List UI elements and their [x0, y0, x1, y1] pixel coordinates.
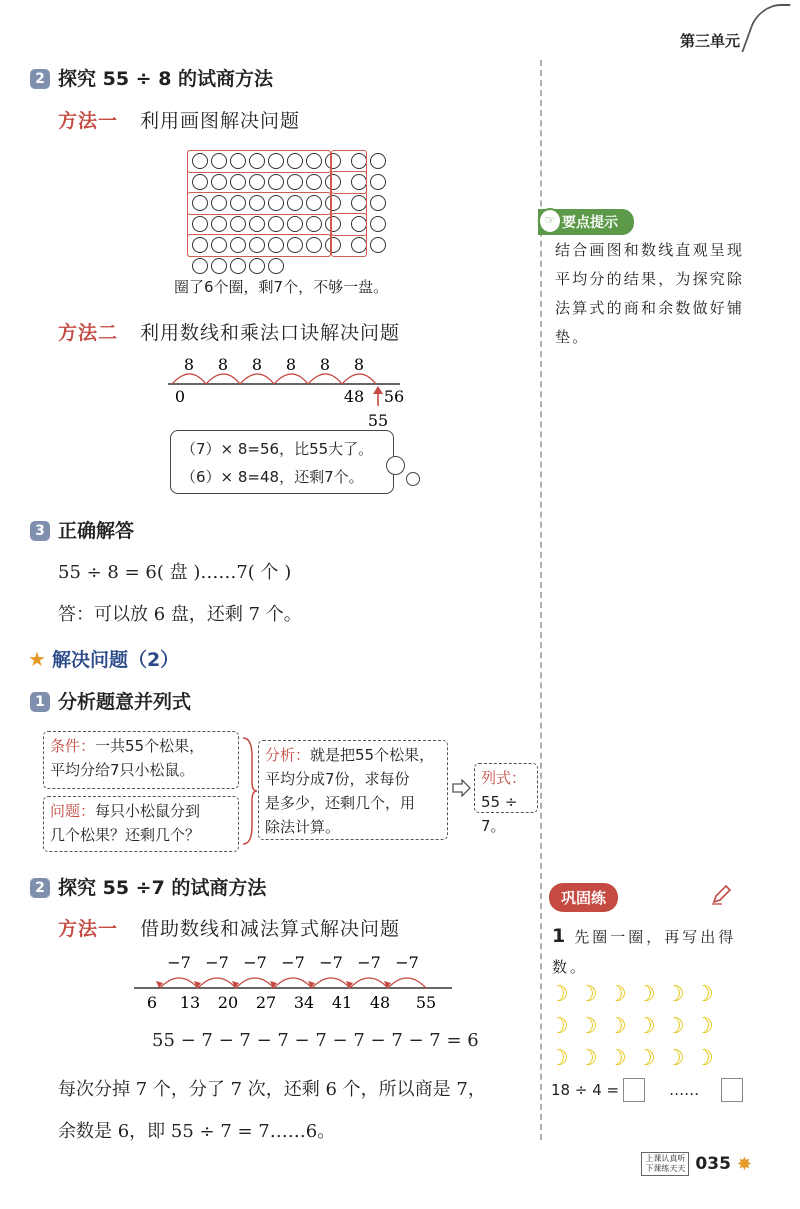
- bubble-dot: [386, 456, 405, 475]
- section-title: 正确解答: [58, 520, 135, 542]
- method-description: 利用数线和乘法口诀解决问题: [140, 322, 401, 344]
- arrow-head: [373, 386, 383, 394]
- banana-icon: ☽: [694, 1014, 714, 1039]
- bubble-line: （7）× 8=56，比55大了。: [181, 440, 374, 458]
- tip-text: 结合画图和数线直观呈现平均分的结果，为探究除法算式的商和余数做好铺垫。: [555, 241, 745, 346]
- exercise-text: 先圈一圈，再写出得数。: [552, 928, 737, 976]
- formula-box: [474, 763, 538, 835]
- banana-icon: ☽: [665, 1046, 685, 1071]
- jump-arc: [236, 978, 274, 988]
- formula-text: 55 ÷ 7。: [481, 793, 518, 835]
- tick-label: 41: [331, 993, 353, 1012]
- banana-icon: ☽: [549, 1014, 569, 1039]
- arc-label: 8: [285, 355, 297, 374]
- tick-label: 34: [293, 993, 315, 1012]
- banana-icon: ☽: [665, 1014, 685, 1039]
- arc-label: 8: [251, 355, 263, 374]
- banana-icon: ☽: [694, 1046, 714, 1071]
- circle-row: [192, 255, 386, 276]
- circle: [211, 258, 227, 274]
- arc-label: 8: [319, 355, 331, 374]
- method-label: 方法一: [58, 918, 119, 940]
- reasoning-bubble: [170, 430, 394, 494]
- arc-label: 8: [217, 355, 229, 374]
- exercise-answer-line: [551, 1078, 743, 1102]
- banana-icon: ☽: [665, 982, 685, 1007]
- analysis-text: 除法计算。: [265, 818, 341, 836]
- section-number-badge: 2: [30, 878, 50, 898]
- number-line-subtraction: [130, 948, 460, 1014]
- arc-label: −7: [357, 953, 381, 972]
- arc-label: −7: [205, 953, 229, 972]
- footer-slogan-line: 下课练天天: [645, 1164, 686, 1173]
- arrow-label: 55: [367, 411, 389, 430]
- brace: [240, 736, 258, 846]
- hand-icon: ☞: [538, 208, 562, 234]
- method-label: 方法二: [58, 322, 119, 344]
- banana-icon: ☽: [694, 982, 714, 1007]
- section-heading-explore-55-div-8: [30, 64, 273, 91]
- jump-arc: [388, 978, 426, 988]
- banana-icon: ☽: [578, 1014, 598, 1039]
- section-number-badge: 1: [30, 692, 50, 712]
- jump-arc: [172, 374, 206, 384]
- circle: [370, 174, 386, 190]
- method-description: 利用画图解决问题: [140, 110, 301, 132]
- question-box: [43, 796, 239, 852]
- banana-icon: ☽: [578, 1046, 598, 1071]
- footer-slogan: [641, 1152, 689, 1176]
- unit-title: 第三单元: [679, 32, 740, 50]
- tick-label: 13: [179, 993, 201, 1012]
- remainder-answer-box[interactable]: [721, 1078, 743, 1102]
- footer-slogan-line: 上课认真听: [645, 1154, 686, 1163]
- subsection-heading-solve-problem-2: [28, 645, 179, 672]
- group-outline: [187, 192, 331, 215]
- jump-arc: [342, 374, 376, 384]
- condition-box: [43, 731, 239, 789]
- banana-icon: ☽: [607, 982, 627, 1007]
- method-one-subtraction-heading: [58, 914, 400, 941]
- page-number: 035: [695, 1154, 731, 1174]
- banana-icon: ☽: [549, 1046, 569, 1071]
- jump-arc: [308, 374, 342, 384]
- circle: [230, 258, 246, 274]
- quotient-answer-box[interactable]: [623, 1078, 645, 1102]
- method-one-heading: [58, 106, 300, 133]
- analysis-text: 平均分成7份，求每份: [265, 770, 410, 788]
- page-footer: [641, 1152, 752, 1176]
- arc-label: 8: [353, 355, 365, 374]
- circle-drawing-caption: 圈了6个圈，剩7个，不够一盘。: [174, 278, 389, 296]
- section-title: 探究 55 ÷ 8 的试商方法: [58, 68, 274, 90]
- star-icon: ★: [28, 647, 46, 671]
- tip-badge: 要点提示: [538, 209, 634, 235]
- section-heading-correct-answer: [30, 516, 134, 543]
- subtraction-equation: 55 − 7 − 7 − 7 − 7 − 7 − 7 − 7 = 6: [152, 1030, 479, 1051]
- ellipsis: ……: [669, 1081, 700, 1099]
- question-text: 每只小松鼠分到: [95, 802, 201, 820]
- section-title: 分析题意并列式: [58, 691, 192, 713]
- circle: [192, 258, 208, 274]
- circle: [370, 153, 386, 169]
- section-number-badge: 3: [30, 521, 50, 541]
- tick-label: 27: [255, 993, 277, 1012]
- arc-label: −7: [167, 953, 191, 972]
- number-line-multiplication: [160, 350, 420, 430]
- tick-label: 55: [415, 993, 437, 1012]
- arc-label: −7: [395, 953, 419, 972]
- analysis-label: 分析：: [265, 746, 311, 764]
- circle: [249, 258, 265, 274]
- tick-label: 20: [217, 993, 239, 1012]
- circle: [370, 237, 386, 253]
- tick-label: 56: [383, 387, 405, 406]
- method-label: 方法一: [58, 110, 119, 132]
- analysis-text: 是多少，还剩几个，用: [265, 794, 416, 812]
- banana-icon: ☽: [607, 1014, 627, 1039]
- right-arrow-icon: [452, 779, 472, 797]
- jump-arc: [274, 374, 308, 384]
- division-equation: 55 ÷ 8 = 6( 盘 )……7( 个 ): [58, 562, 292, 583]
- jump-arc: [206, 374, 240, 384]
- banana-icon: ☽: [636, 1014, 656, 1039]
- group-outline: [331, 171, 367, 194]
- tick-label: 0: [174, 387, 186, 406]
- explanation-line: 余数是 6，即 55 ÷ 7 = 7……6。: [58, 1121, 336, 1142]
- bubble-dot: [406, 472, 420, 486]
- question-text: 几个松果？还剩几个？: [50, 826, 201, 844]
- jump-arc: [240, 374, 274, 384]
- condition-label: 条件：: [50, 737, 96, 755]
- group-outline: [187, 234, 331, 257]
- section-heading-analyze: [30, 687, 191, 714]
- circle: [370, 195, 386, 211]
- explanation-line: 每次分掉 7 个，分了 7 次，还剩 6 个，所以商是 7，: [58, 1079, 486, 1100]
- question-label: 问题：: [50, 802, 96, 820]
- practice-badge: 巩固练: [549, 883, 618, 912]
- exercise-equation: 18 ÷ 4 =: [551, 1081, 620, 1099]
- banana-icon: ☽: [636, 982, 656, 1007]
- analysis-box: [258, 740, 448, 840]
- arc-label: −7: [281, 953, 305, 972]
- tick-label: 48: [369, 993, 391, 1012]
- arc-label: 8: [183, 355, 195, 374]
- section-heading-explore-55-div-7: [30, 873, 266, 900]
- tick-label: 6: [146, 993, 158, 1012]
- pencil-icon: [710, 884, 732, 906]
- jump-arc: [312, 978, 350, 988]
- jump-arc: [198, 978, 236, 988]
- condition-text: 一共55个松果，: [95, 737, 205, 755]
- page-corner-decoration: [741, 4, 790, 52]
- analysis-text: 就是把55个松果，: [310, 746, 435, 764]
- section-number-badge: 2: [30, 69, 50, 89]
- banana-icon: ☽: [607, 1046, 627, 1071]
- method-description: 借助数线和减法算式解决问题: [140, 918, 401, 940]
- tick-label: 48: [343, 387, 365, 406]
- jump-arc: [160, 978, 198, 988]
- mascot-icon: ✸: [736, 1153, 752, 1175]
- jump-arc: [274, 978, 312, 988]
- arc-label: −7: [243, 953, 267, 972]
- group-outline: [331, 150, 367, 257]
- group-outline: [331, 213, 367, 236]
- condition-text: 平均分给7只小松鼠。: [50, 761, 195, 779]
- exercise-instruction: [552, 921, 748, 982]
- banana-grid: [549, 983, 723, 1071]
- banana-icon: ☽: [636, 1046, 656, 1071]
- method-two-heading: [58, 318, 400, 345]
- circle: [370, 216, 386, 232]
- circle: [268, 258, 284, 274]
- formula-label: 列式：: [481, 769, 527, 787]
- jump-arc: [350, 978, 388, 988]
- exercise-number: 1: [552, 925, 569, 947]
- section-title: 探究 55 ÷7 的试商方法: [58, 877, 267, 899]
- arc-label: −7: [319, 953, 343, 972]
- banana-icon: ☽: [549, 982, 569, 1007]
- group-outline: [187, 150, 331, 173]
- banana-icon: ☽: [578, 982, 598, 1007]
- answer-sentence: 答：可以放 6 盘，还剩 7 个。: [58, 604, 302, 625]
- bubble-line: （6）× 8=48，还剩7个。: [181, 468, 364, 486]
- subsection-title: 解决问题（2）: [51, 649, 180, 671]
